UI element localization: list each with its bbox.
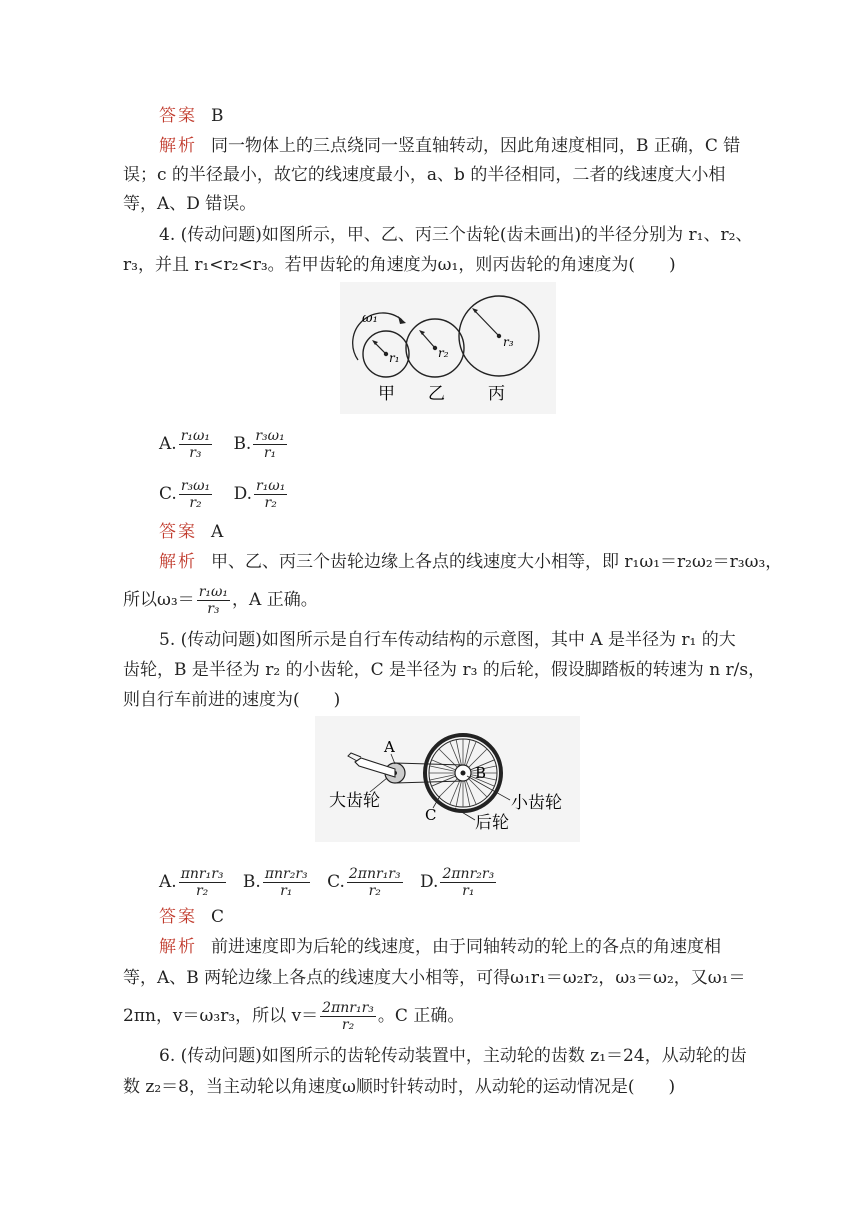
option-d-label: D. (233, 484, 252, 504)
rear-wheel-label: 后轮 (475, 813, 509, 833)
answer-value: A (211, 522, 224, 542)
analysis-text: 同一物体上的三点绕同一竖直轴转动，因此角速度相同，B 正确，C 错 (211, 136, 741, 156)
answer-label: 答案 (159, 907, 197, 927)
label-a: A (384, 738, 395, 756)
option-c-label: C. (159, 484, 177, 504)
answer-label: 答案 (159, 522, 197, 542)
option-a-fraction: $\frac{\text{r₁ω₁}}{\text{r₃}}$ (180, 428, 211, 461)
jia-label: 甲 (378, 384, 395, 404)
option-b-fraction: $\frac{\text{r₃ω₁}}{\text{r₁}}$ (255, 428, 285, 461)
pedal-crank-graphic (348, 753, 395, 777)
option-b-label: B. (233, 434, 252, 454)
r3-label: r₃ (503, 335, 514, 349)
q3-analysis-line-3: 等，A、D 错误。 (123, 194, 257, 214)
option-b-label: B. (242, 872, 261, 892)
answer-value: C (211, 907, 225, 927)
omega-label: ω₁ (362, 311, 378, 326)
q3-answer-line (159, 104, 224, 128)
q4-options-row-1 (159, 428, 289, 461)
label-b: B (475, 764, 487, 782)
answer-value: B (211, 106, 224, 126)
r2-label: r₂ (438, 346, 449, 360)
answer-label: 答案 (159, 106, 197, 126)
q5-bicycle-figure (315, 716, 580, 842)
q4-analysis-line-2: 所以ω₃＝ $\frac{\text{r₁ω₁}}{\text{r₃}}$ ，A 正确。 (123, 584, 318, 617)
q5-analysis-line-2: 等，A、B 两轮边缘上各点的线速度大小相等，可得ω₁r₁＝ω₂r₂，ω₃＝ω₂，又ω₁＝ (123, 968, 746, 988)
big-gear-label: 大齿轮 (329, 791, 380, 811)
option-c-fraction: $\frac{\text{2πnr₁r₃}}{\text{r₂}}$ (348, 866, 401, 899)
rear-wheel-graphic (425, 735, 501, 811)
analysis-label: 解析 (159, 937, 197, 957)
option-a-fraction: $\frac{\text{πnr₁r₃}}{\text{r₂}}$ (180, 866, 224, 899)
q4-analysis-line-1 (159, 550, 782, 574)
option-d-fraction: $\frac{\text{r₁ω₁}}{\text{r₂}}$ (256, 478, 286, 511)
q5-analysis-line-3: 2πn，v＝ω₃r₃，所以 v＝ $\frac{\text{2πnr₁r₃}}{\text{r₂}}$ 。C 正确。 (123, 1000, 465, 1033)
q5-stem-line-3: 则自行车前进的速度为( ) (123, 690, 341, 710)
q4-gears-figure (340, 282, 556, 414)
q5-answer-line (159, 905, 224, 929)
option-b-fraction: $\frac{\text{πnr₂r₃}}{\text{r₁}}$ (264, 866, 308, 899)
q5-options-row (159, 866, 498, 899)
analysis-fraction: $\frac{\text{2πnr₁r₃}}{\text{r₂}}$ (322, 1000, 374, 1033)
option-d-label: D. (420, 872, 439, 892)
analysis-fraction: $\frac{\text{r₁ω₁}}{\text{r₃}}$ (198, 584, 229, 617)
q4-answer-line (159, 520, 223, 544)
q6-stem-line-1: 6. (传动问题)如图所示的齿轮传动装置中，主动轮的齿数 z₁＝24，从动轮的齿 (159, 1046, 747, 1066)
yi-label: 乙 (428, 384, 445, 404)
bing-label: 丙 (488, 384, 505, 404)
option-c-fraction: $\frac{\text{r₃ω₁}}{\text{r₂}}$ (180, 478, 211, 511)
option-c-label: C. (327, 872, 345, 892)
option-d-fraction: $\frac{\text{2πnr₂r₃}}{\text{r₁}}$ (442, 866, 495, 899)
analysis-text: 前进速度即为后轮的线速度，由于同轴转动的轮上的各点的角速度相 (211, 937, 721, 957)
q5-stem-line-2: 齿轮，B 是半径为 r₂ 的小齿轮，C 是半径为 r₃ 的后轮，假设脚踏板的转速为 n r/s， (123, 660, 766, 680)
label-c: C (425, 806, 437, 824)
q5-analysis-line-1 (159, 935, 721, 959)
q6-stem-line-2: 数 z₂＝8，当主动轮以角速度ω顺时针转动时，从动轮的运动情况是( ) (123, 1077, 676, 1097)
r1-label: r₁ (389, 351, 400, 365)
option-a-label: A. (159, 434, 177, 454)
q3-analysis-line-1 (159, 134, 740, 158)
q4-stem-line-2: r₃，并且 r₁<r₂<r₃。若甲齿轮的角速度为ω₁，则丙齿轮的角速度为( ) (123, 255, 676, 275)
q3-analysis-line-2: 误；c 的半径最小，故它的线速度最小，a、b 的半径相同，二者的线速度大小相 (123, 165, 726, 185)
small-gear-label: 小齿轮 (511, 793, 562, 813)
analysis-label: 解析 (159, 136, 197, 156)
option-a-label: A. (159, 872, 177, 892)
q4-stem-line-1: 4. (传动问题)如图所示，甲、乙、丙三个齿轮(齿未画出)的半径分别为 r₁、r₂、 (159, 225, 753, 245)
q4-options-row-2 (159, 478, 289, 511)
q5-stem-line-1: 5. (传动问题)如图所示是自行车传动结构的示意图，其中 A 是半径为 r₁ 的大 (159, 630, 736, 650)
analysis-label: 解析 (159, 552, 197, 572)
analysis-text: 甲、乙、丙三个齿轮边缘上各点的线速度大小相等，即 r₁ω₁＝r₂ω₂＝r₃ω₃， (211, 552, 783, 572)
